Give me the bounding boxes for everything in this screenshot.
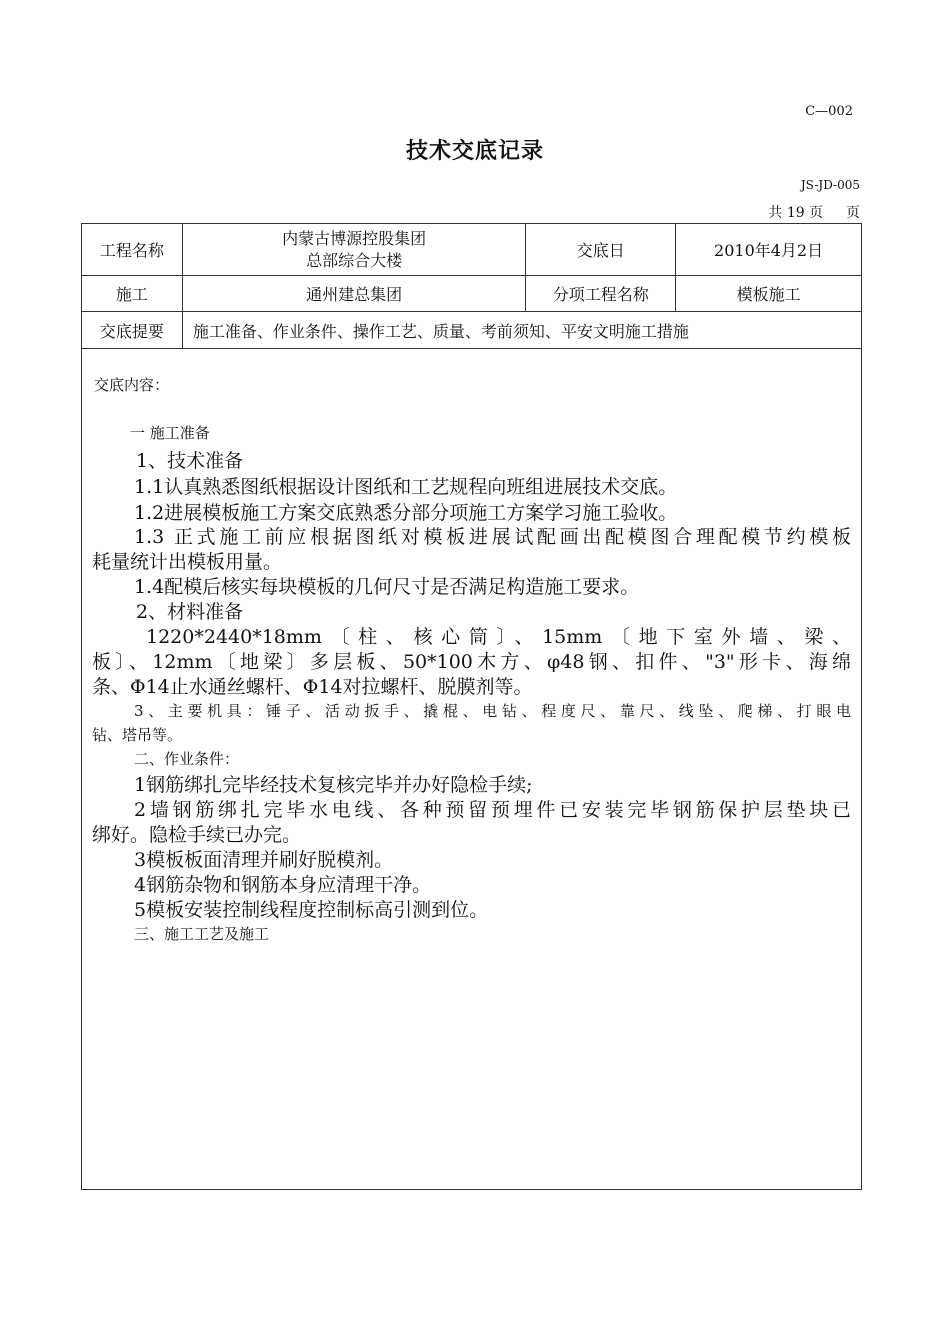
content-line: 三、施工工艺及施工	[134, 925, 270, 943]
content-line: 绑好。隐检手续已办完。	[92, 824, 302, 846]
content-line: 1.2进展模板施工方案交底熟悉分部分项施工方案学习施工验收。	[134, 502, 678, 524]
project-name-label: 工程名称	[82, 224, 183, 276]
document-code: C—002	[805, 104, 853, 119]
form-code: JS-JD-005	[800, 178, 860, 192]
content-line: 2墙钢筋绑扎完毕水电线、各种预留预埋件已安装完毕钢筋保护层垫块已	[134, 799, 851, 821]
page-count-total: 19	[786, 205, 805, 221]
construction-value: 通州建总集团	[182, 276, 526, 312]
content-line: 1220*2440*18mm〔柱、核心筒〕、15mm〔地下室外墙、梁、	[146, 626, 851, 648]
header-table	[81, 223, 862, 349]
project-name-line2: 总部综合大楼	[306, 250, 403, 270]
content-line: 1、技术准备	[136, 450, 244, 472]
content-line: 1.1认真熟悉图纸根据设计图纸和工艺规程向班组进展技术交底。	[134, 476, 678, 498]
construction-label: 施工	[82, 276, 183, 312]
content-line: 条、Φ14止水通丝螺杆、Φ14对拉螺杆、脱膜剂等。	[92, 676, 533, 698]
summary-value: 施工准备、作业条件、操作工艺、质量、考前须知、平安文明施工措施	[182, 312, 861, 349]
content-line: 4钢筋杂物和钢筋本身应清理干净。	[134, 874, 432, 896]
content-line: 3、主要机具：锤子、活动扳手、撬棍、电钻、程度尺、靠尺、线坠、爬梯、打眼电	[134, 702, 851, 720]
content-line: 一 施工准备	[130, 424, 210, 442]
subitem-value: 模板施工	[676, 276, 862, 312]
content-line: 3模板板面清理并刷好脱模剂。	[134, 849, 394, 871]
content-box	[81, 348, 862, 1190]
project-name-line1: 内蒙古博源控股集团	[282, 228, 427, 248]
content-line: 2、材料准备	[136, 601, 244, 623]
content-line: 1.4配模后核实每块模板的几何尺寸是否满足构造施工要求。	[134, 576, 640, 598]
page-title: 技术交底记录	[405, 139, 544, 164]
page-count-suffix: 页	[846, 205, 860, 221]
content-line: 5模板安装控制线程度控制标高引测到位。	[134, 899, 489, 921]
content-line: 钻、塔吊等。	[92, 726, 183, 744]
page-count	[700, 202, 860, 222]
page-count-prefix: 共	[768, 205, 783, 221]
project-name-value	[182, 224, 526, 276]
date-label: 交底日	[526, 224, 676, 276]
content-line: 1钢筋绑扎完毕经技术复核完毕并办好隐检手续;	[134, 774, 533, 796]
content-line: 板〕、12mm〔地梁〕多层板、50*100木方、φ48钢、扣件、"3"形卡、海绵	[92, 651, 851, 673]
page-count-unit: 页	[809, 205, 824, 221]
content-line: 1.3 正式施工前应根据图纸对模板进展试配画出配模图合理配模节约模板	[134, 526, 851, 548]
summary-label: 交底提要	[82, 312, 183, 349]
content-line: 二、作业条件：	[134, 750, 240, 768]
date-value: 2010年4月2日	[676, 224, 862, 276]
content-heading: 交底内容：	[94, 376, 170, 394]
content-line: 耗量统计出模板用量。	[92, 551, 283, 573]
subitem-label: 分项工程名称	[526, 276, 676, 312]
